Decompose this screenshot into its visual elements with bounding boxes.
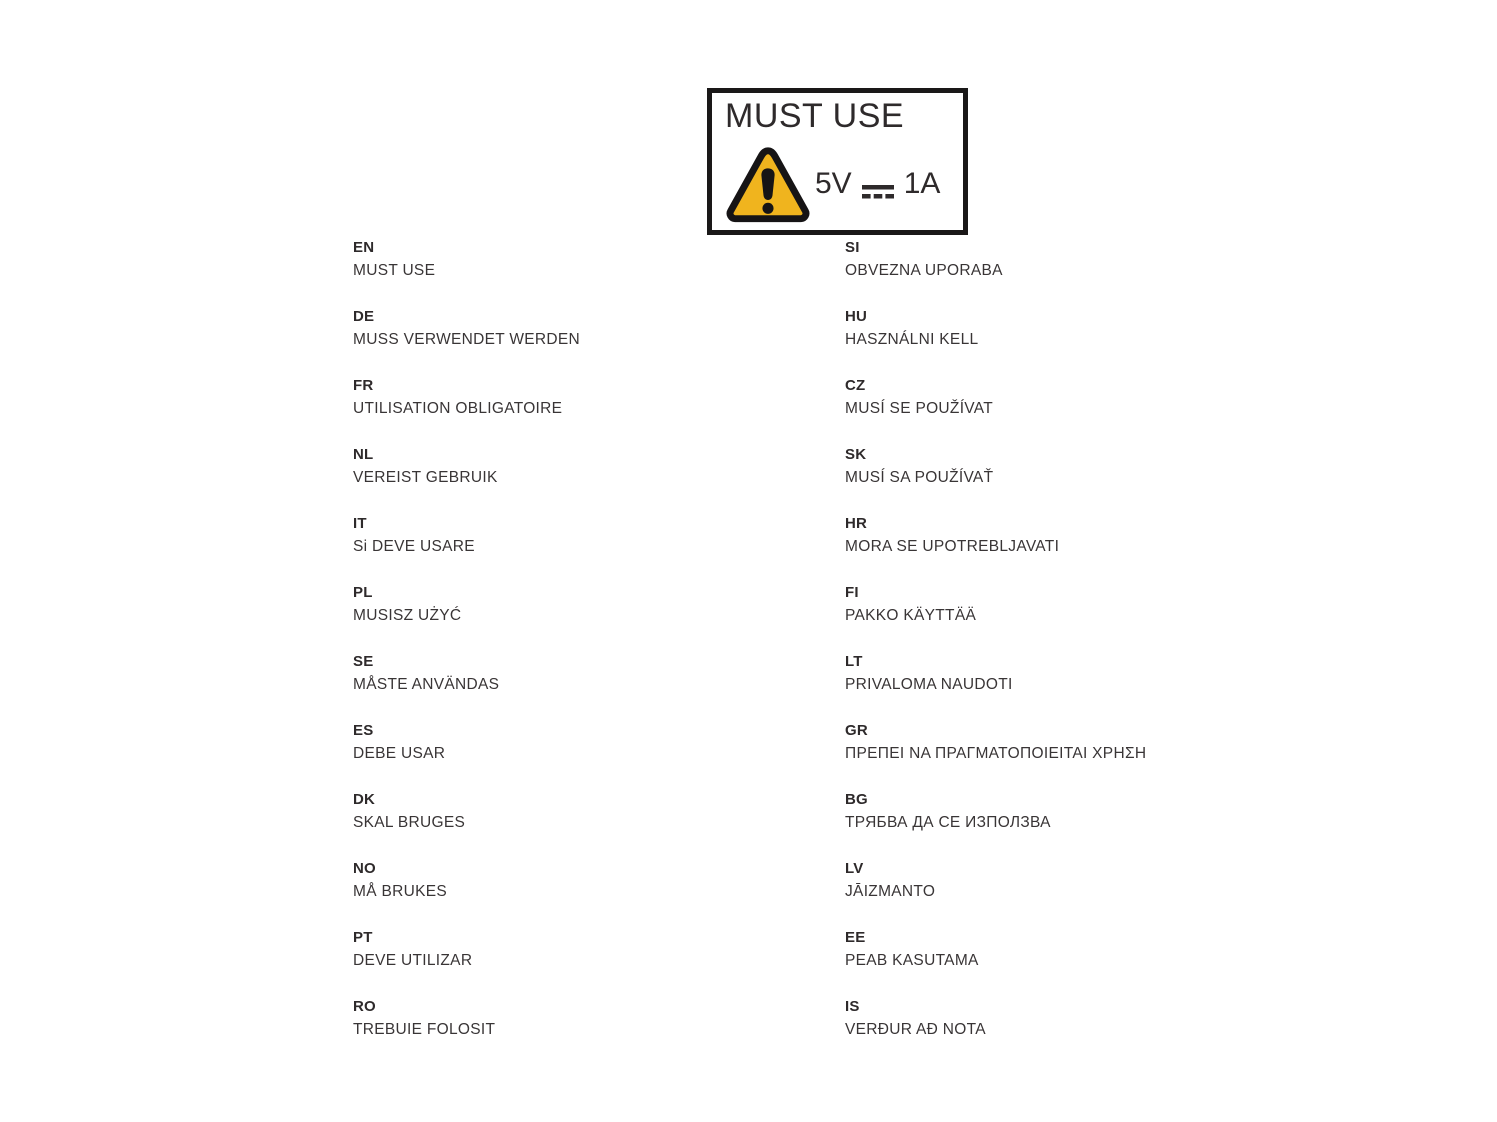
translation-item <box>845 305 1275 374</box>
language-code: SK <box>845 446 867 463</box>
translation-item <box>353 512 783 581</box>
language-code: LV <box>845 860 864 877</box>
must-use-label-box <box>707 88 968 235</box>
translation-text: SKAL BRUGES <box>353 814 466 831</box>
dc-symbol-icon <box>861 175 895 193</box>
translation-text: MUSÍ SA POUŽÍVAŤ <box>845 469 994 486</box>
translation-item <box>845 236 1275 305</box>
translations-column-right <box>845 236 1275 1064</box>
translation-text: OBVEZNA UPORABA <box>845 262 1003 279</box>
current-value: 1A <box>903 167 941 200</box>
translation-text: HASZNÁLNI KELL <box>845 331 979 348</box>
language-code: FI <box>845 584 859 601</box>
translation-item <box>353 443 783 512</box>
translation-text: MUSÍ SE POUŽÍVAT <box>845 400 994 417</box>
language-code: SE <box>353 653 374 670</box>
translation-item <box>353 995 783 1064</box>
language-code: BG <box>845 791 868 808</box>
language-code: NL <box>353 446 374 463</box>
translation-item <box>353 236 783 305</box>
language-code: ES <box>353 722 374 739</box>
translation-text: PAKKO KÄYTTÄÄ <box>845 607 977 624</box>
translation-item <box>845 857 1275 926</box>
translation-text: DEBE USAR <box>353 745 446 762</box>
translation-item <box>353 719 783 788</box>
translation-text: MUSISZ UŻYĆ <box>353 607 462 624</box>
language-code: IT <box>353 515 367 532</box>
translation-text: ТРЯБВА ДА СЕ ИЗПОЛЗВА <box>845 814 1051 831</box>
translation-text: MÅ BRUKES <box>353 883 447 900</box>
language-code: HU <box>845 308 868 325</box>
language-code: SI <box>845 239 860 256</box>
translation-text: PEAB KASUTAMA <box>845 952 979 969</box>
translation-item <box>353 926 783 995</box>
translation-item <box>353 374 783 443</box>
translation-item <box>845 512 1275 581</box>
translation-item <box>845 374 1275 443</box>
translation-item <box>845 926 1275 995</box>
translation-item <box>353 581 783 650</box>
translation-text: VERÐUR AÐ NOTA <box>845 1021 986 1038</box>
translation-text: PRIVALOMA NAUDOTI <box>845 676 1013 693</box>
label-title: MUST USE <box>725 97 905 135</box>
translation-text: DEVE UTILIZAR <box>353 952 473 969</box>
translation-text: MUSS VERWENDET WERDEN <box>353 331 581 348</box>
language-code: LT <box>845 653 863 670</box>
language-code: DE <box>353 308 375 325</box>
language-code: PT <box>353 929 373 946</box>
translation-item <box>353 650 783 719</box>
translation-item <box>353 305 783 374</box>
language-code: GR <box>845 722 868 739</box>
translation-text: MORA SE UPOTREBLJAVATI <box>845 538 1060 555</box>
voltage-value: 5V <box>815 167 852 200</box>
translation-text: Si DEVE USARE <box>353 538 475 555</box>
language-code: EE <box>845 929 866 946</box>
translation-item <box>845 719 1275 788</box>
language-code: PL <box>353 584 373 601</box>
translation-text: MUST USE <box>353 262 436 279</box>
translation-item <box>845 443 1275 512</box>
translation-text: MÅSTE ANVÄNDAS <box>353 676 500 693</box>
language-code: NO <box>353 860 376 877</box>
translation-text: TREBUIE FOLOSIT <box>353 1021 496 1038</box>
translation-item <box>845 995 1275 1064</box>
translation-text: JĀIZMANTO <box>845 883 936 900</box>
language-code: IS <box>845 998 860 1015</box>
language-code: EN <box>353 239 375 256</box>
language-code: CZ <box>845 377 866 394</box>
language-code: FR <box>353 377 374 394</box>
translation-item <box>353 788 783 857</box>
translation-text: ΠΡΕΠΕΙ ΝΑ ΠΡΑΓΜΑΤΟΠΟΙΕΙΤΑΙ ΧΡΗΣΗ <box>845 745 1147 762</box>
power-spec <box>815 153 940 215</box>
language-code: RO <box>353 998 376 1015</box>
language-code: HR <box>845 515 868 532</box>
translation-text: UTILISATION OBLIGATOIRE <box>353 400 563 417</box>
translations-column-left <box>353 236 783 1064</box>
translation-item <box>845 581 1275 650</box>
translation-item <box>353 857 783 926</box>
language-code: DK <box>353 791 376 808</box>
warning-triangle-icon <box>724 145 812 223</box>
translation-text: VEREIST GEBRUIK <box>353 469 498 486</box>
translation-item <box>845 650 1275 719</box>
translation-item <box>845 788 1275 857</box>
